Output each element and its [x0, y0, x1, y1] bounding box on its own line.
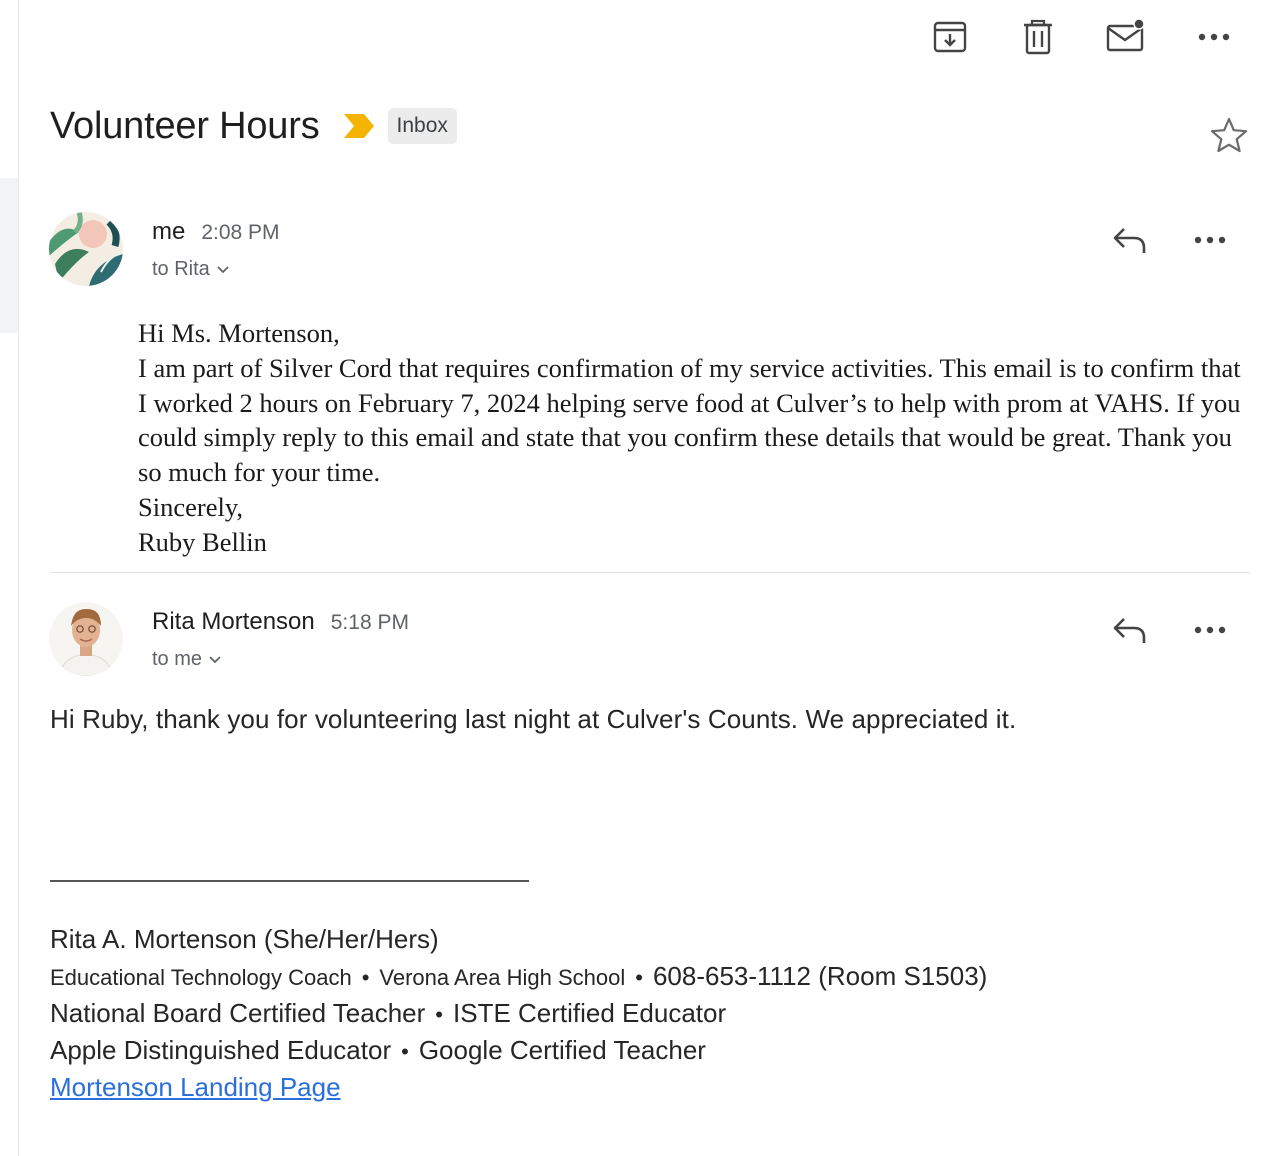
- recipients-toggle[interactable]: [152, 258, 230, 281]
- landing-page-link[interactable]: Mortenson Landing Page: [50, 1072, 341, 1102]
- signature-cert: ISTE Certified Educator: [453, 998, 727, 1028]
- separator-dot: •: [401, 1039, 409, 1064]
- reply-button[interactable]: [1090, 610, 1170, 650]
- recipients-label: to Rita: [152, 258, 210, 280]
- sender-name[interactable]: Rita Mortenson: [152, 608, 315, 635]
- signature-role-line: [50, 961, 987, 998]
- subject-row: [50, 98, 457, 154]
- message-more-button[interactable]: [1170, 610, 1250, 650]
- message-body-2: Hi Ruby, thank you for volunteering last night at Culver's Counts. We appreciated it.: [50, 704, 1017, 734]
- message-header-2: [48, 602, 1250, 682]
- delete-button[interactable]: [994, 14, 1082, 60]
- message-time: 2:08 PM: [201, 221, 280, 244]
- reply-icon: [1112, 225, 1148, 255]
- reply-icon: [1112, 615, 1148, 645]
- message-time: 5:18 PM: [330, 611, 409, 634]
- trash-icon: [1022, 19, 1054, 55]
- message-divider: [50, 572, 1250, 573]
- body-greeting: Hi Ms. Mortenson,: [138, 318, 340, 348]
- reply-button[interactable]: [1090, 220, 1170, 260]
- message-actions: [1090, 610, 1250, 650]
- more-horizontal-icon: [1194, 626, 1226, 634]
- archive-button[interactable]: [906, 14, 994, 60]
- message-more-button[interactable]: [1170, 220, 1250, 260]
- signature-link-line: [50, 1072, 987, 1109]
- signature-cert: Apple Distinguished Educator: [50, 1035, 392, 1065]
- star-outline-icon: [1210, 117, 1248, 153]
- left-rail: [0, 0, 19, 1156]
- email-signature: [50, 924, 987, 1109]
- signature-rule: [50, 880, 529, 882]
- chevron-down-icon: [216, 265, 230, 275]
- signature-name: Rita A. Mortenson (She/Her/Hers): [50, 924, 439, 954]
- more-horizontal-icon: [1198, 33, 1230, 41]
- message-header-1: [48, 212, 1250, 292]
- archive-icon: [932, 19, 968, 55]
- body-closing: Sincerely,: [138, 491, 243, 522]
- separator-dot: •: [435, 1002, 443, 1027]
- sender-line: [152, 218, 280, 246]
- sender-line: [152, 608, 409, 636]
- signature-phone[interactable]: 608-653-1112 (Room S1503): [652, 961, 988, 991]
- mark-unread-icon: [1106, 19, 1146, 55]
- recipients-toggle[interactable]: [152, 648, 222, 671]
- recipients-label: to me: [152, 648, 203, 670]
- label-chip-inbox[interactable]: Inbox: [388, 108, 457, 144]
- separator-dot: •: [361, 965, 370, 990]
- signature-certifications-1: [50, 998, 987, 1035]
- thread-subject: Volunteer Hours: [50, 104, 320, 147]
- avatar[interactable]: [49, 602, 123, 676]
- left-rail-highlight: [0, 178, 18, 333]
- body-paragraph: I am part of Silver Cord that requires confirmation of my service activities. This email is to confirm that I worked 2 hours on February 7, 2024 helping serve food at Culver’s to help with prom at VAHS. If you could simply reply to this email and state that you confirm these details that would be great. Thank you so much for your time.: [138, 352, 1241, 488]
- sender-name[interactable]: me: [152, 218, 186, 245]
- separator-dot: •: [635, 965, 643, 990]
- body-signature-name: Ruby Bellin: [138, 526, 267, 557]
- signature-school: Verona Area High School: [379, 965, 626, 990]
- more-options-button[interactable]: [1170, 14, 1258, 60]
- signature-cert: National Board Certified Teacher: [50, 998, 426, 1028]
- message-body-1: [138, 316, 1250, 560]
- mark-unread-button[interactable]: [1082, 14, 1170, 60]
- importance-marker-icon[interactable]: [342, 111, 376, 141]
- signature-cert: Google Certified Teacher: [418, 1035, 706, 1065]
- star-button[interactable]: [1210, 116, 1248, 154]
- signature-role: Educational Technology Coach: [50, 965, 352, 990]
- more-horizontal-icon: [1194, 236, 1226, 244]
- chevron-down-icon: [208, 655, 222, 665]
- message-actions: [1090, 220, 1250, 260]
- signature-certifications-2: [50, 1035, 987, 1072]
- avatar[interactable]: [49, 212, 123, 286]
- message-toolbar: [906, 14, 1258, 60]
